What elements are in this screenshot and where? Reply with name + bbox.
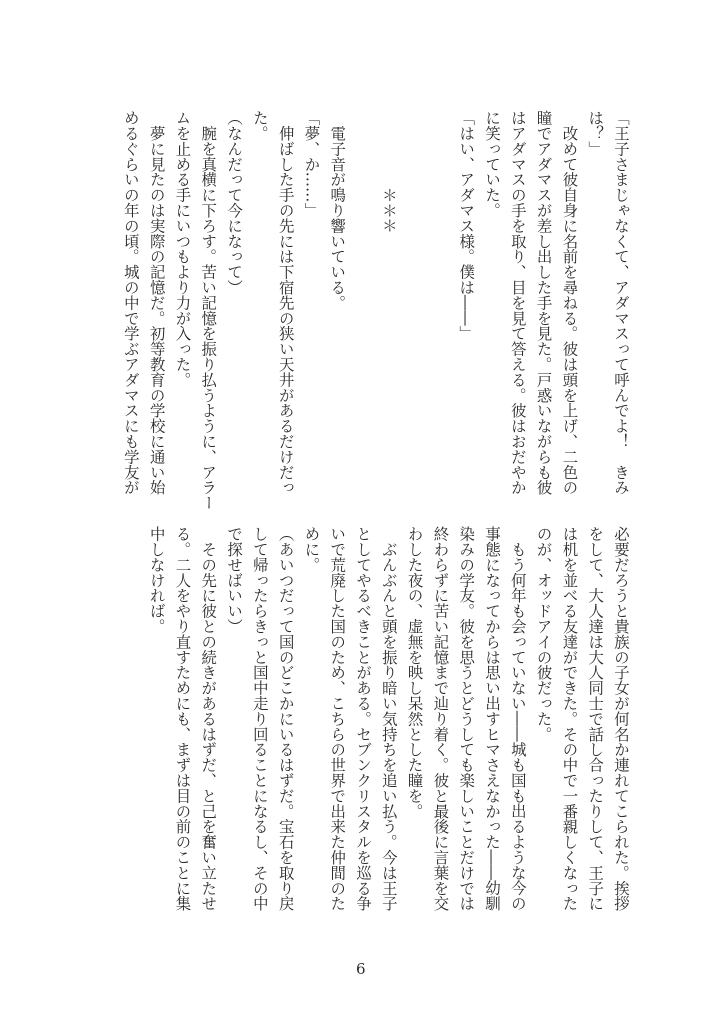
text-column: に笑っていた。: [483, 110, 502, 218]
text-column: わした夜の、虚無を映し呆然とした瞳を。: [405, 526, 424, 819]
text-column: はアダマスの手を取り、目を見て答える。彼はおだやか: [508, 110, 527, 495]
text-column: 電子音が鳴り響いている。: [328, 110, 347, 311]
text-column: ムを止める手にいつもより力が入った。: [173, 110, 192, 388]
text-column: して帰ったらきっと国中走り回ることになるし、その中: [250, 526, 269, 911]
text-column: 「王子さまじゃなくて、アダマスって呼んでよ！ きみ: [612, 110, 630, 495]
text-column: [401, 110, 427, 495]
text-column: た。: [250, 110, 269, 141]
text-column: 改めて彼自身に名前を尋ねる。彼は頭を上げ、二色の: [560, 110, 579, 495]
text-column: 染みの学友。彼を思うとどうしても楽しいことだけでは: [457, 526, 476, 911]
text-column: その先に彼との続きがあるはずだ、と己を奮い立たせ: [199, 526, 218, 911]
text-column: [427, 110, 453, 495]
text-column: る。二人をやり直すためにも、まずは目の前のことに集: [173, 526, 192, 911]
text-column: ＊＊＊: [379, 110, 398, 234]
text-column: （なんだって今になって）: [225, 110, 244, 295]
page-number: 6: [356, 960, 366, 978]
text-column: で探せばいい）: [225, 526, 244, 634]
text-column: 事態になってからは思い出すヒマさえなかった――幼馴: [483, 526, 502, 911]
text-column: めに。: [302, 526, 321, 573]
text-column: 「はい、アダマス様。僕は――」: [457, 110, 476, 341]
text-column: 瞳でアダマスが差し出した手を見た。戸惑いながらも彼: [534, 110, 553, 495]
text-column: もう何年も会っていない――城も国も出るような今の: [508, 526, 527, 911]
text-column: いで荒廃した国のため、こちらの世界で出来た仲間のた: [328, 526, 347, 911]
text-column: （あいつだって国のどこかにいるはずだ。宝石を取り戻: [276, 526, 295, 911]
text-column: は机を並べる友達ができた。その中で一番親しくなった: [560, 526, 579, 911]
text-column: をして、大人達は大人同士で話し合ったりして、王子に: [586, 526, 605, 911]
text-column: [349, 110, 375, 495]
text-column: 必要だろうと貴族の子女が何名か連れてこられた。挨拶: [612, 526, 630, 911]
text-block-lower: [143, 526, 633, 911]
text-column: 中しなければ。: [147, 526, 166, 634]
text-block-upper: [117, 110, 633, 511]
text-column: 伸ばした手の先には下宿先の狭い天井があるだけだっ: [276, 110, 295, 495]
text-column: めるぐらいの年の頃。城の中で学ぶアダマスにも学友が: [121, 110, 140, 495]
text-column: 夢に見たのは実際の記憶だ。初等教育の学校に通い始: [147, 110, 166, 495]
text-column: 腕を真横に下ろす。苦い記憶を振り払うように、アラー: [199, 110, 218, 511]
text-column: 「夢、か……」: [302, 110, 321, 218]
text-column: のが、オッドアイの彼だった。: [534, 526, 553, 742]
text-column: は？」: [586, 110, 605, 157]
text-column: としてやるべきことがある。セブンクリスタルを巡る争: [354, 526, 373, 911]
text-column: 終わらずに苦い記憶まで辿り着く。彼と最後に言葉を交: [431, 526, 450, 911]
text-column: ぶんぶんと頭を振り暗い気持ちを追い払う。今は王子: [379, 526, 398, 911]
